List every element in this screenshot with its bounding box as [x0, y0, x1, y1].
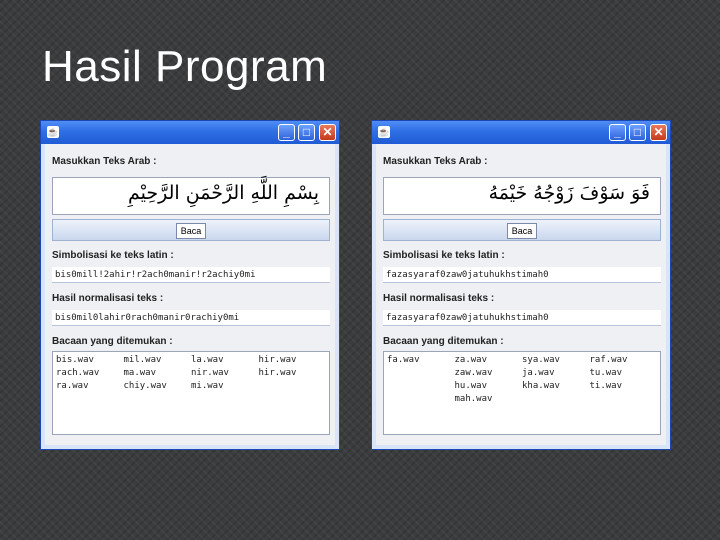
wav-item: hir.wav: [258, 355, 297, 365]
minimize-button[interactable]: _: [278, 124, 295, 141]
arabic-input-label: Masukkan Teks Arab :: [383, 156, 488, 167]
found-readings-label: Bacaan yang ditemukan :: [383, 336, 504, 347]
arabic-text-value: بِسْمِ اللَّهِ الرَّحْمَنِ الرَّحِيْمِ: [128, 182, 319, 204]
normalization-label: Hasil normalisasi teks :: [52, 293, 164, 304]
wav-item: raf.wav: [589, 355, 628, 365]
symbolization-field[interactable]: bis0mill!2ahir!r2ach0manir!r2achiy0mi: [52, 267, 330, 283]
wav-item: nir.wav: [191, 368, 229, 378]
wav-item: ma.wav: [123, 368, 157, 378]
wav-item: hir.wav: [258, 368, 297, 378]
arabic-text-input[interactable]: [383, 177, 661, 215]
wav-item: hu.wav: [454, 381, 488, 391]
wav-item: la.wav: [191, 355, 224, 365]
wav-item: ra.wav: [56, 381, 89, 391]
java-app-icon: ☕: [47, 127, 59, 137]
close-button[interactable]: ✕: [650, 124, 667, 141]
wav-item: mah.wav: [454, 394, 493, 404]
wav-item: [387, 380, 455, 393]
symbolization-field[interactable]: fazasyaraf0zaw0jatuhukhstimah0: [383, 267, 661, 283]
wav-item: chiy.wav: [123, 381, 167, 391]
arabic-input-label: Masukkan Teks Arab :: [52, 156, 157, 167]
arabic-text-input[interactable]: [52, 177, 330, 215]
slide-title: Hasil Program: [42, 42, 328, 91]
found-readings-label: Bacaan yang ditemukan :: [52, 336, 173, 347]
app-window-left: [40, 120, 340, 450]
wav-item: bis.wav: [56, 355, 94, 365]
window-client-area: [376, 144, 666, 445]
arabic-text-value: فَوَ سَوْفَ زَوْجُهُ خَيْمَهُ: [488, 182, 650, 204]
wav-item: mi.wav: [191, 381, 224, 391]
wav-item: ja.wav: [522, 368, 555, 378]
found-readings-list[interactable]: [383, 351, 661, 435]
wav-item: kha.wav: [522, 381, 560, 391]
close-button[interactable]: ✕: [319, 124, 336, 141]
normalization-label: Hasil normalisasi teks :: [383, 293, 495, 304]
symbolization-label: Simbolisasi ke teks latin :: [383, 250, 505, 261]
wav-item: ti.wav: [589, 381, 623, 391]
wav-item: za.wav: [454, 355, 488, 365]
symbolization-label: Simbolisasi ke teks latin :: [52, 250, 174, 261]
wav-item: tu.wav: [589, 368, 623, 378]
wav-item: zaw.wav: [454, 368, 493, 378]
minimize-button[interactable]: _: [609, 124, 626, 141]
wav-item: sya.wav: [522, 355, 560, 365]
wav-item: fa.wav: [387, 355, 420, 365]
window-titlebar[interactable]: [372, 121, 670, 144]
read-button[interactable]: Baca: [176, 223, 206, 239]
found-readings-list[interactable]: [52, 351, 330, 435]
wav-item: mil.wav: [123, 355, 162, 365]
normalization-field[interactable]: bis0mil0lahir0rach0manir0rachiy0mi: [52, 310, 330, 326]
app-window-right: [371, 120, 671, 450]
read-button[interactable]: Baca: [507, 223, 537, 239]
window-titlebar[interactable]: [41, 121, 339, 144]
normalization-field[interactable]: fazasyaraf0zaw0jatuhukhstimah0: [383, 310, 661, 326]
maximize-button[interactable]: □: [629, 124, 646, 141]
window-client-area: [45, 144, 335, 445]
button-panel: [383, 219, 661, 241]
button-panel: [52, 219, 330, 241]
maximize-button[interactable]: □: [298, 124, 315, 141]
wav-item: [387, 367, 455, 380]
java-app-icon: ☕: [378, 127, 390, 137]
wav-item: rach.wav: [56, 368, 100, 378]
wav-item: [387, 393, 455, 406]
